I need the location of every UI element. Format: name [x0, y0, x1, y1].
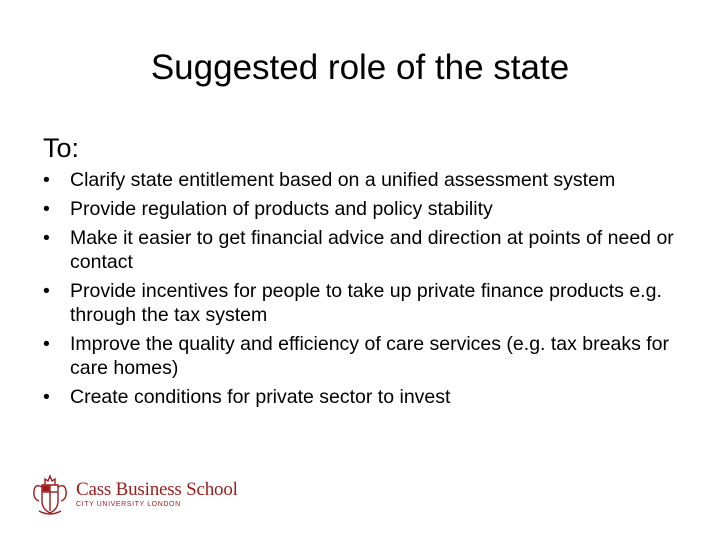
logo-subtitle: CITY UNIVERSITY LONDON — [76, 501, 181, 508]
bullet-text: Make it easier to get financial advice and direction at points of need or contact — [70, 227, 674, 273]
bullet-dot: • — [43, 169, 50, 191]
bullet-item — [43, 168, 703, 192]
bullet-text: Clarify state entitlement based on a unified assessment system — [70, 169, 616, 191]
bullet-item — [43, 332, 703, 380]
bullet-text: Create conditions for private sector to invest — [70, 386, 451, 408]
bullet-item — [43, 197, 703, 221]
bullet-dot: • — [43, 333, 50, 355]
bullet-item — [43, 226, 703, 274]
bullet-item — [43, 279, 703, 327]
bullet-text: Provide incentives for people to take up private finance products e.g. through the tax system — [70, 280, 662, 326]
bullet-dot: • — [43, 280, 50, 302]
cass-logo — [30, 470, 238, 520]
slide-title: Suggested role of the state — [150, 48, 570, 87]
bullet-dot: • — [43, 198, 50, 220]
logo-text — [76, 480, 238, 510]
crest-icon — [30, 471, 70, 519]
bullet-dot: • — [43, 227, 50, 249]
logo-name: Cass Business School — [76, 479, 238, 500]
bullet-text: Provide regulation of products and policy stability — [70, 198, 493, 220]
bullet-dot: • — [43, 386, 50, 408]
bullet-item — [43, 385, 703, 409]
bullet-list — [43, 168, 703, 414]
intro-text: To: — [43, 133, 80, 163]
bullet-text: Improve the quality and efficiency of care services (e.g. tax breaks for care homes) — [70, 333, 670, 379]
